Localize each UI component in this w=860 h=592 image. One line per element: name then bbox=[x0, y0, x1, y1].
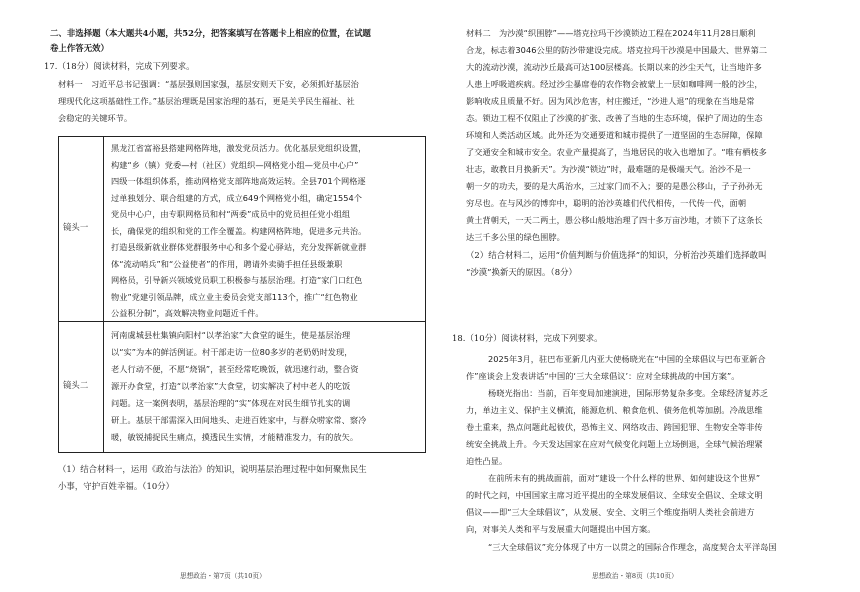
q17-heading: 17.（18分）阅读材料，完成下列要求。 bbox=[44, 61, 195, 71]
q18-material-line: “三大全球倡议”充分体现了中方一以贯之的国际合作理念，高度契合太平洋岛国 bbox=[488, 542, 777, 552]
material-2-line: 大的流动沙漠，流动沙丘最高可达100层楼高。长期以来的沙尘天气，让当地许多 bbox=[466, 62, 762, 72]
case-1-line: 长，确保党的组织和党的工作全覆盖。构建网格阵地，促进多元共治。 bbox=[111, 225, 367, 236]
material-2-line: 朝一夕的功夫，要的是大禹治水，三过家门而不入；要的是愚公移山，子子孙孙无 bbox=[466, 181, 763, 191]
case-1-line: 黑龙江省富裕县搭建网格阵地，激发党员活力。优化基层党组织设置， bbox=[111, 143, 367, 153]
q18-material-line: 统安全挑战上升。今天发达国家在应对气候变化问题上立场倒退，全球气候治理紧 bbox=[466, 439, 763, 449]
q18-material-line: 2025年3月，驻巴布亚新几内亚大使杨晓光在“中国的全球倡议与巴布亚新合 bbox=[488, 354, 766, 364]
q18-material-line: 在前所未有的挑战面前，面对“建设一个什么样的世界、如何建设这个世界” bbox=[488, 473, 761, 483]
q18-heading: 18.（10分）阅读材料，完成下列要求。 bbox=[452, 333, 603, 343]
q18-material-line: 倡议——即“三大全球倡议”，从发展、安全、文明三个维度指明人类社会前进方 bbox=[466, 507, 755, 517]
q17-part1-line: 小事，守护百姓幸福。（10分） bbox=[58, 481, 175, 491]
q18-material-line: 作”座谈会上发表讲话“中国的‘三大全球倡议’：应对全球挑战的中国方案”。 bbox=[466, 371, 740, 381]
case-1-line: 物业”党建引领品牌，成立业主委员会党支部113个，推广“红色物业 bbox=[111, 291, 358, 302]
case-1-line: 四级一体组织体系，推动网格党支部阵地高效运转。全县701个网格逐 bbox=[111, 176, 366, 186]
material-2-line: 环境和人类活动区域。此外还为交通要道和城市提供了一道坚固的生态屏障，保障 bbox=[466, 130, 763, 140]
section-title: 二、非选择题（本大题共4小题，共52分，把答案填写在答题卡上相应的位置，在试题 bbox=[50, 28, 371, 38]
q18-material-line: 迫性凸显。 bbox=[466, 456, 508, 466]
case-1-line: 公益积分制”，高效解决物业问题近千件。 bbox=[111, 308, 264, 318]
material-2-line: 人患上呼吸道疾病。经过沙尘暴席卷的农作物会被蒙上一层如咖啡网一般的沙尘， bbox=[466, 79, 763, 89]
material-2-line: 材料二 为沙漠“织围脖”——塔克拉玛干沙漠锁边工程在2024年11月28日顺利 bbox=[466, 28, 756, 38]
material-2-line: 壮志，敢教日月换新天”。为沙漠“锁边”时，最难题的是极端天气。治沙不是一 bbox=[466, 164, 751, 174]
material-1-line: 会稳定的关键环节。 bbox=[58, 113, 133, 123]
case-2-line: 暖，敏锐捕捉民生痛点，摸透民生实情，才能精准发力，有的放矢。 bbox=[111, 432, 359, 442]
case-1-line: 构建“乡（镇）党委—村（社区）党组织—网格党小组—党员中心户” bbox=[111, 159, 359, 170]
q18-material-line: 卷土重来，热点问题此起彼伏，恐怖主义、网络攻击、跨国犯罪、生物安全等非传 bbox=[466, 422, 763, 432]
case-2-line: 研上。基层干部需深入田间地头、走进百姓家中，与群众唠家常、察冷 bbox=[111, 415, 367, 425]
material-2-line: 穷尽也。在与风沙的博弈中，聪明的治沙英雄们代代相传，一代传一代，面朝 bbox=[466, 198, 747, 208]
case-2-line: 河南虞城县杜集镇向阳村“以孝治家”大食堂的诞生，使是基层治理 bbox=[111, 330, 351, 340]
case-1-line: 打造县级新就业群体党群服务中心和多个爱心驿站，充分发挥新就业群 bbox=[111, 242, 367, 252]
q18-material-line: 力，单边主义、保护主义横流，能源危机、粮食危机、债务危机等加剧。冷战思维 bbox=[466, 405, 763, 415]
case-1-label: 镜头一 bbox=[63, 222, 89, 232]
case-2-line: 老人行动不便，不愿“烧锅”，甚至经常吃晚饭，就迅速行动，整合资 bbox=[111, 364, 359, 374]
case-2-line: 问题。这一案例表明，基层治理的“实”体现在对民生细节扎实的调 bbox=[111, 398, 351, 408]
material-1-line: 材料一 习近平总书记强调：“基层强则国家强，基层安则天下安，必须抓好基层治 bbox=[58, 79, 359, 89]
right-page bbox=[430, 0, 860, 592]
material-2-line: 达三千多公里的绿色围脖。 bbox=[466, 232, 565, 242]
q18-material-line: 的时代之问，中国国家主席习近平提出的全球发展倡议、全球安全倡议、全球文明 bbox=[466, 490, 763, 500]
case-1-line: 过单独划分、联合组建的方式，成立649个网格党小组，确定1554个 bbox=[111, 192, 362, 203]
page-footer: 思想政治・第8页（共10页） bbox=[592, 572, 678, 580]
q18-material-line: 杨晓光指出：当前，百年变局加速演进，国际形势复杂多变。全球经济复苏乏 bbox=[488, 388, 769, 398]
section-title-cont: 卷上作答无效） bbox=[50, 43, 109, 53]
case-2-line: 源开办食堂，打造“以孝治家”大食堂，切实解决了村中老人的吃饭 bbox=[111, 381, 351, 391]
table-divider-vertical bbox=[103, 137, 104, 452]
material-2-line: 合龙，标志着3046公里的防沙带建设完成。塔克拉玛干沙漠是中国最大、世界第二 bbox=[466, 45, 768, 55]
case-table bbox=[58, 136, 426, 453]
material-1-line: 理现代化这项基础性工作。”基层治理既是国家治理的基石，更是关乎民生福祉、社 bbox=[58, 96, 355, 106]
q18-material-line: 向，对事关人类和平与发展重大问题提出中国方案。 bbox=[466, 524, 656, 534]
q17-part1-line: （1）结合材料一，运用《政治与法治》的知识，说明基层治理过程中如何聚焦民生 bbox=[58, 464, 367, 474]
case-1-line: 党员中心户，由专职网格员和村“两委”成员中的党员担任党小组组 bbox=[111, 209, 351, 219]
material-2-line: 了交通安全和城市安全。农业产量提高了，当地居民的收入也增加了。“唯有栖枝多 bbox=[466, 147, 767, 157]
case-1-line: 体“流动哨兵”和“公益使者”的作用，聘请外卖骑手担任县级兼职 bbox=[111, 258, 343, 269]
table-divider-horizontal bbox=[59, 321, 425, 322]
material-2-line: 黄土背朝天，一天二两土，愚公移山般地治理了四十多万亩沙地，才锁下了这条长 bbox=[466, 215, 763, 225]
page-footer: 思想政治・第7页（共10页） bbox=[180, 572, 266, 580]
q17-part2-line: “沙漠”换新天的原因。（8分） bbox=[466, 267, 577, 277]
case-1-line: 网格员，引导新兴领域党员职工积极参与基层治理。打造“家门口红色 bbox=[111, 275, 363, 285]
material-2-line: 影响收成且质量不好。因为风沙危害，村庄搬迁，“沙进人退”的现象在当地是常 bbox=[466, 96, 755, 106]
case-2-line: 以“实”为本的鲜活例证。村干部走访一位80多岁的老奶奶时发现， bbox=[111, 347, 353, 357]
material-2-line: 态。锁边工程不仅阻止了沙漠的扩张、改善了当地的生态环境，保护了周边的生态 bbox=[466, 113, 763, 123]
case-2-label: 镜头二 bbox=[63, 380, 89, 390]
q17-part2-line: （2）结合材料二，运用“价值判断与价值选择”的知识，分析治沙英雄们选择敢叫 bbox=[466, 250, 767, 260]
